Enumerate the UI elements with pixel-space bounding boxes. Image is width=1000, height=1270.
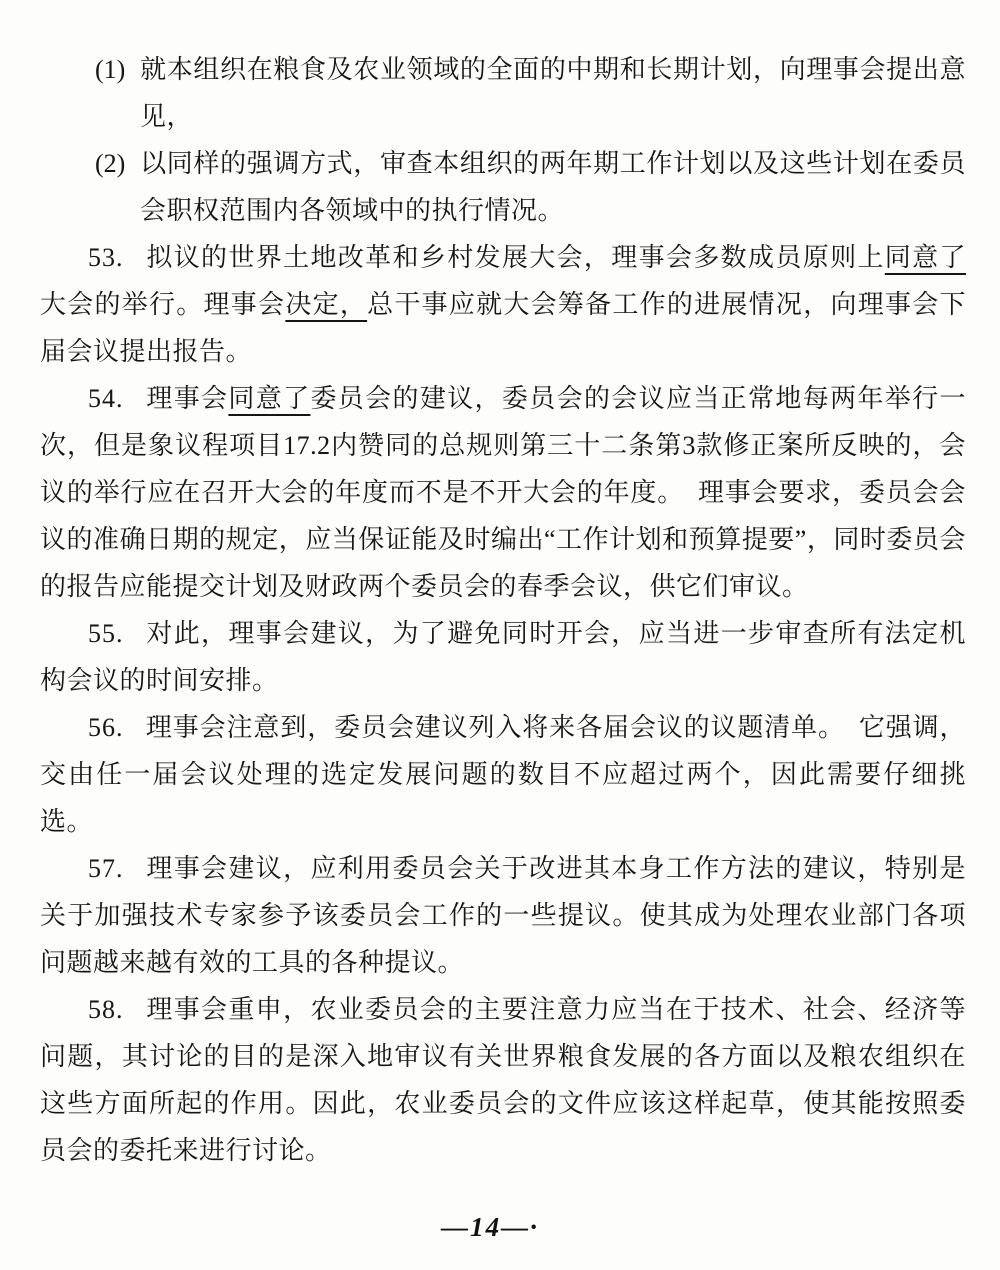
paragraph-text: 理事会	[145, 384, 229, 413]
paragraph-number: 55.	[88, 619, 124, 648]
list-marker: (1)	[95, 55, 126, 84]
list-item-2	[40, 140, 966, 234]
paragraph-number: 53.	[88, 243, 124, 272]
paragraph-56	[40, 704, 966, 845]
paragraph-58	[40, 986, 966, 1174]
paragraph-text: 委员会的建议，委员会的会议应当正常地每两年举行一次，但是象议程项目17.2内赞同的总规则第三十二条第3款修正案所反映的，会议的举行应在召开大会的年度而不是不开大会的年度。 理事会要求，委员会会议的准确日期的规定，应当保证能及时编出“工作计划和预算提要”，同时委员会的报告应能提交计划及财政两个委员会的春季会议，供它们审议。	[40, 384, 966, 601]
paragraph-text: 对此，理事会建议，为了避免同时开会，应当进一步审查所有法定机构会议的时间安排。	[40, 619, 966, 695]
document-body	[40, 46, 966, 1174]
paragraph-number: 56.	[88, 713, 124, 742]
list-marker: (2)	[95, 149, 126, 178]
paragraph-text: 理事会建议，应利用委员会关于改进其本身工作方法的建议，特别是关于加强技术专家参予该委员会工作的一些提议。使其成为处理农业部门各项问题越来越有效的工具的各种提议。	[40, 854, 966, 977]
paragraph-text: 理事会重申，农业委员会的主要注意力应当在于技术、社会、经济等问题，其讨论的目的是深入地审议有关世界粮食发展的各方面以及粮农组织在这些方面所起的作用。因此，农业委员会的文件应该这样起草，使其能按照委员会的委托来进行讨论。	[40, 995, 966, 1165]
underlined-text: 同意了	[884, 243, 966, 272]
paragraph-54	[40, 375, 966, 610]
page-number: —14—·	[441, 1212, 539, 1242]
list-item-text: 以同样的强调方式，审查本组织的两年期工作计划以及这些计划在委员会职权范围内各领域中的执行情况。	[140, 149, 966, 225]
paragraph-text: 总干事应就大会筹备工作的进展情况，向理事会下届会议提出报告。	[40, 290, 966, 366]
paragraph-text: 理事会注意到，委员会建议列入将来各届会议的议题清单。 它强调，交由任一届会议处理的选定发展问题的数目不应超过两个，因此需要仔细挑选。	[40, 713, 966, 836]
paragraph-number: 57.	[88, 854, 124, 883]
paragraph-text: 拟议的世界土地改革和乡村发展大会，理事会多数成员原则上	[145, 243, 885, 272]
underlined-text: 决定，	[285, 290, 368, 319]
paragraph-55	[40, 610, 966, 704]
paragraph-text: 大会的举行。理事会	[40, 290, 286, 319]
list-item-1	[40, 46, 966, 140]
underlined-text: 同意了	[228, 384, 311, 413]
list-item-text: 就本组织在粮食及农业领域的全面的中期和长期计划，向理事会提出意见，	[140, 55, 966, 131]
paragraph-number: 54.	[88, 384, 124, 413]
paragraph-53	[40, 234, 966, 375]
paragraph-57	[40, 845, 966, 986]
paragraph-number: 58.	[88, 995, 124, 1024]
